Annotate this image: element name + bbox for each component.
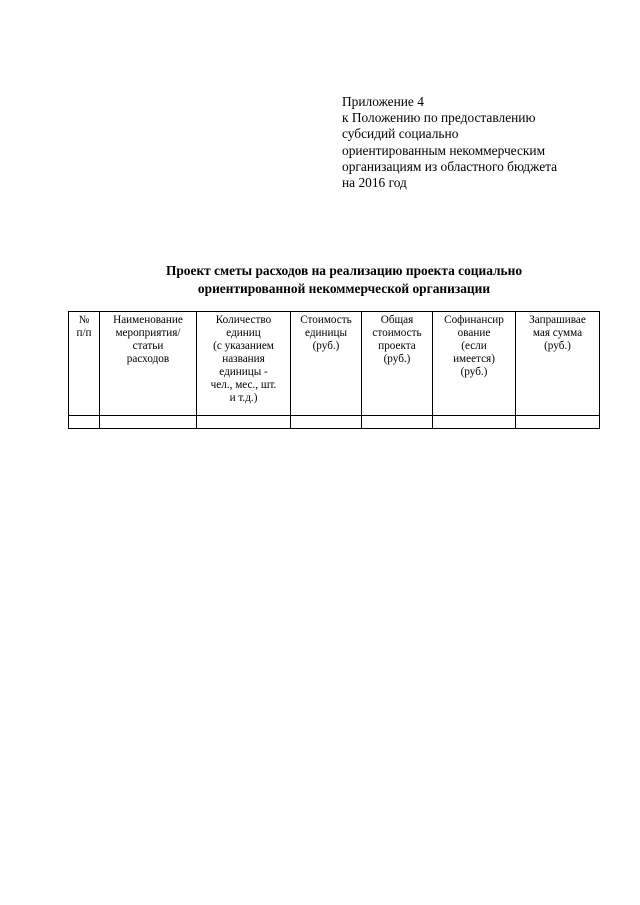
header-cell-number [69,312,100,416]
table-header-row [69,312,600,416]
header-cell-line: мая сумма [532,327,583,339]
header-cell-line: (если [461,340,487,352]
table-cell [100,416,197,429]
header-cell-line: чел., мес., шт. [210,379,277,391]
header-cell-total-cost [362,312,433,416]
appendix-line: организациям из областного бюджета [342,158,558,174]
header-cell-line: Стоимость [300,314,352,326]
header-cell-line: и т.д.) [229,392,258,404]
header-cell-line: Общая [380,314,414,326]
table-cell [433,416,516,429]
table-cell [291,416,362,429]
header-cell-line: расходов [126,353,170,365]
header-cell-line: ование [457,327,491,339]
header-cell-line: проекта [378,340,416,352]
appendix-line: ориентированным некоммерческим [342,142,546,158]
header-cell-line: статьи [132,340,164,352]
table-cell [362,416,433,429]
title-line: Проект сметы расходов на реализацию проекта социально [165,263,523,278]
header-cell-line: № [78,314,90,326]
appendix-line: Приложение 4 [342,94,424,109]
table-cell [516,416,600,429]
header-cell-line: названия [222,353,265,365]
header-cell-line: имеется) [453,353,495,365]
document-title [60,262,628,297]
header-cell-line: Наименование [113,314,183,326]
header-cell-unit-cost [291,312,362,416]
header-cell-line: (руб.) [312,340,340,352]
header-cell-line: п/п [76,327,92,339]
header-cell-line: (с указанием [213,340,274,352]
estimate-table [68,311,600,429]
header-cell-line: Количество [215,314,272,326]
header-cell-line: Запрашивае [529,314,586,326]
appendix-note [342,94,612,191]
appendix-line: субсидий социально [342,126,459,142]
header-cell-line: стоимость [372,327,422,339]
table-row [69,416,600,429]
header-cell-name [100,312,197,416]
appendix-line: на 2016 год [342,175,407,191]
table-cell [197,416,291,429]
header-cell-requested-amount [516,312,600,416]
header-cell-line: мероприятия/ [115,327,181,339]
header-cell-quantity [197,312,291,416]
header-cell-line: (руб.) [460,366,488,378]
header-cell-cofinancing [433,312,516,416]
appendix-line: к Положению по предоставлению [342,110,536,126]
header-cell-line: единиц [226,327,261,339]
header-cell-line: (руб.) [383,353,411,365]
title-line: ориентированной некоммерческой организации [197,280,491,296]
header-cell-line: единицы - [219,366,268,378]
header-cell-line: единицы [305,327,347,339]
header-cell-line: Софинансир [444,314,504,326]
table-cell [69,416,100,429]
header-cell-line: (руб.) [544,340,571,352]
